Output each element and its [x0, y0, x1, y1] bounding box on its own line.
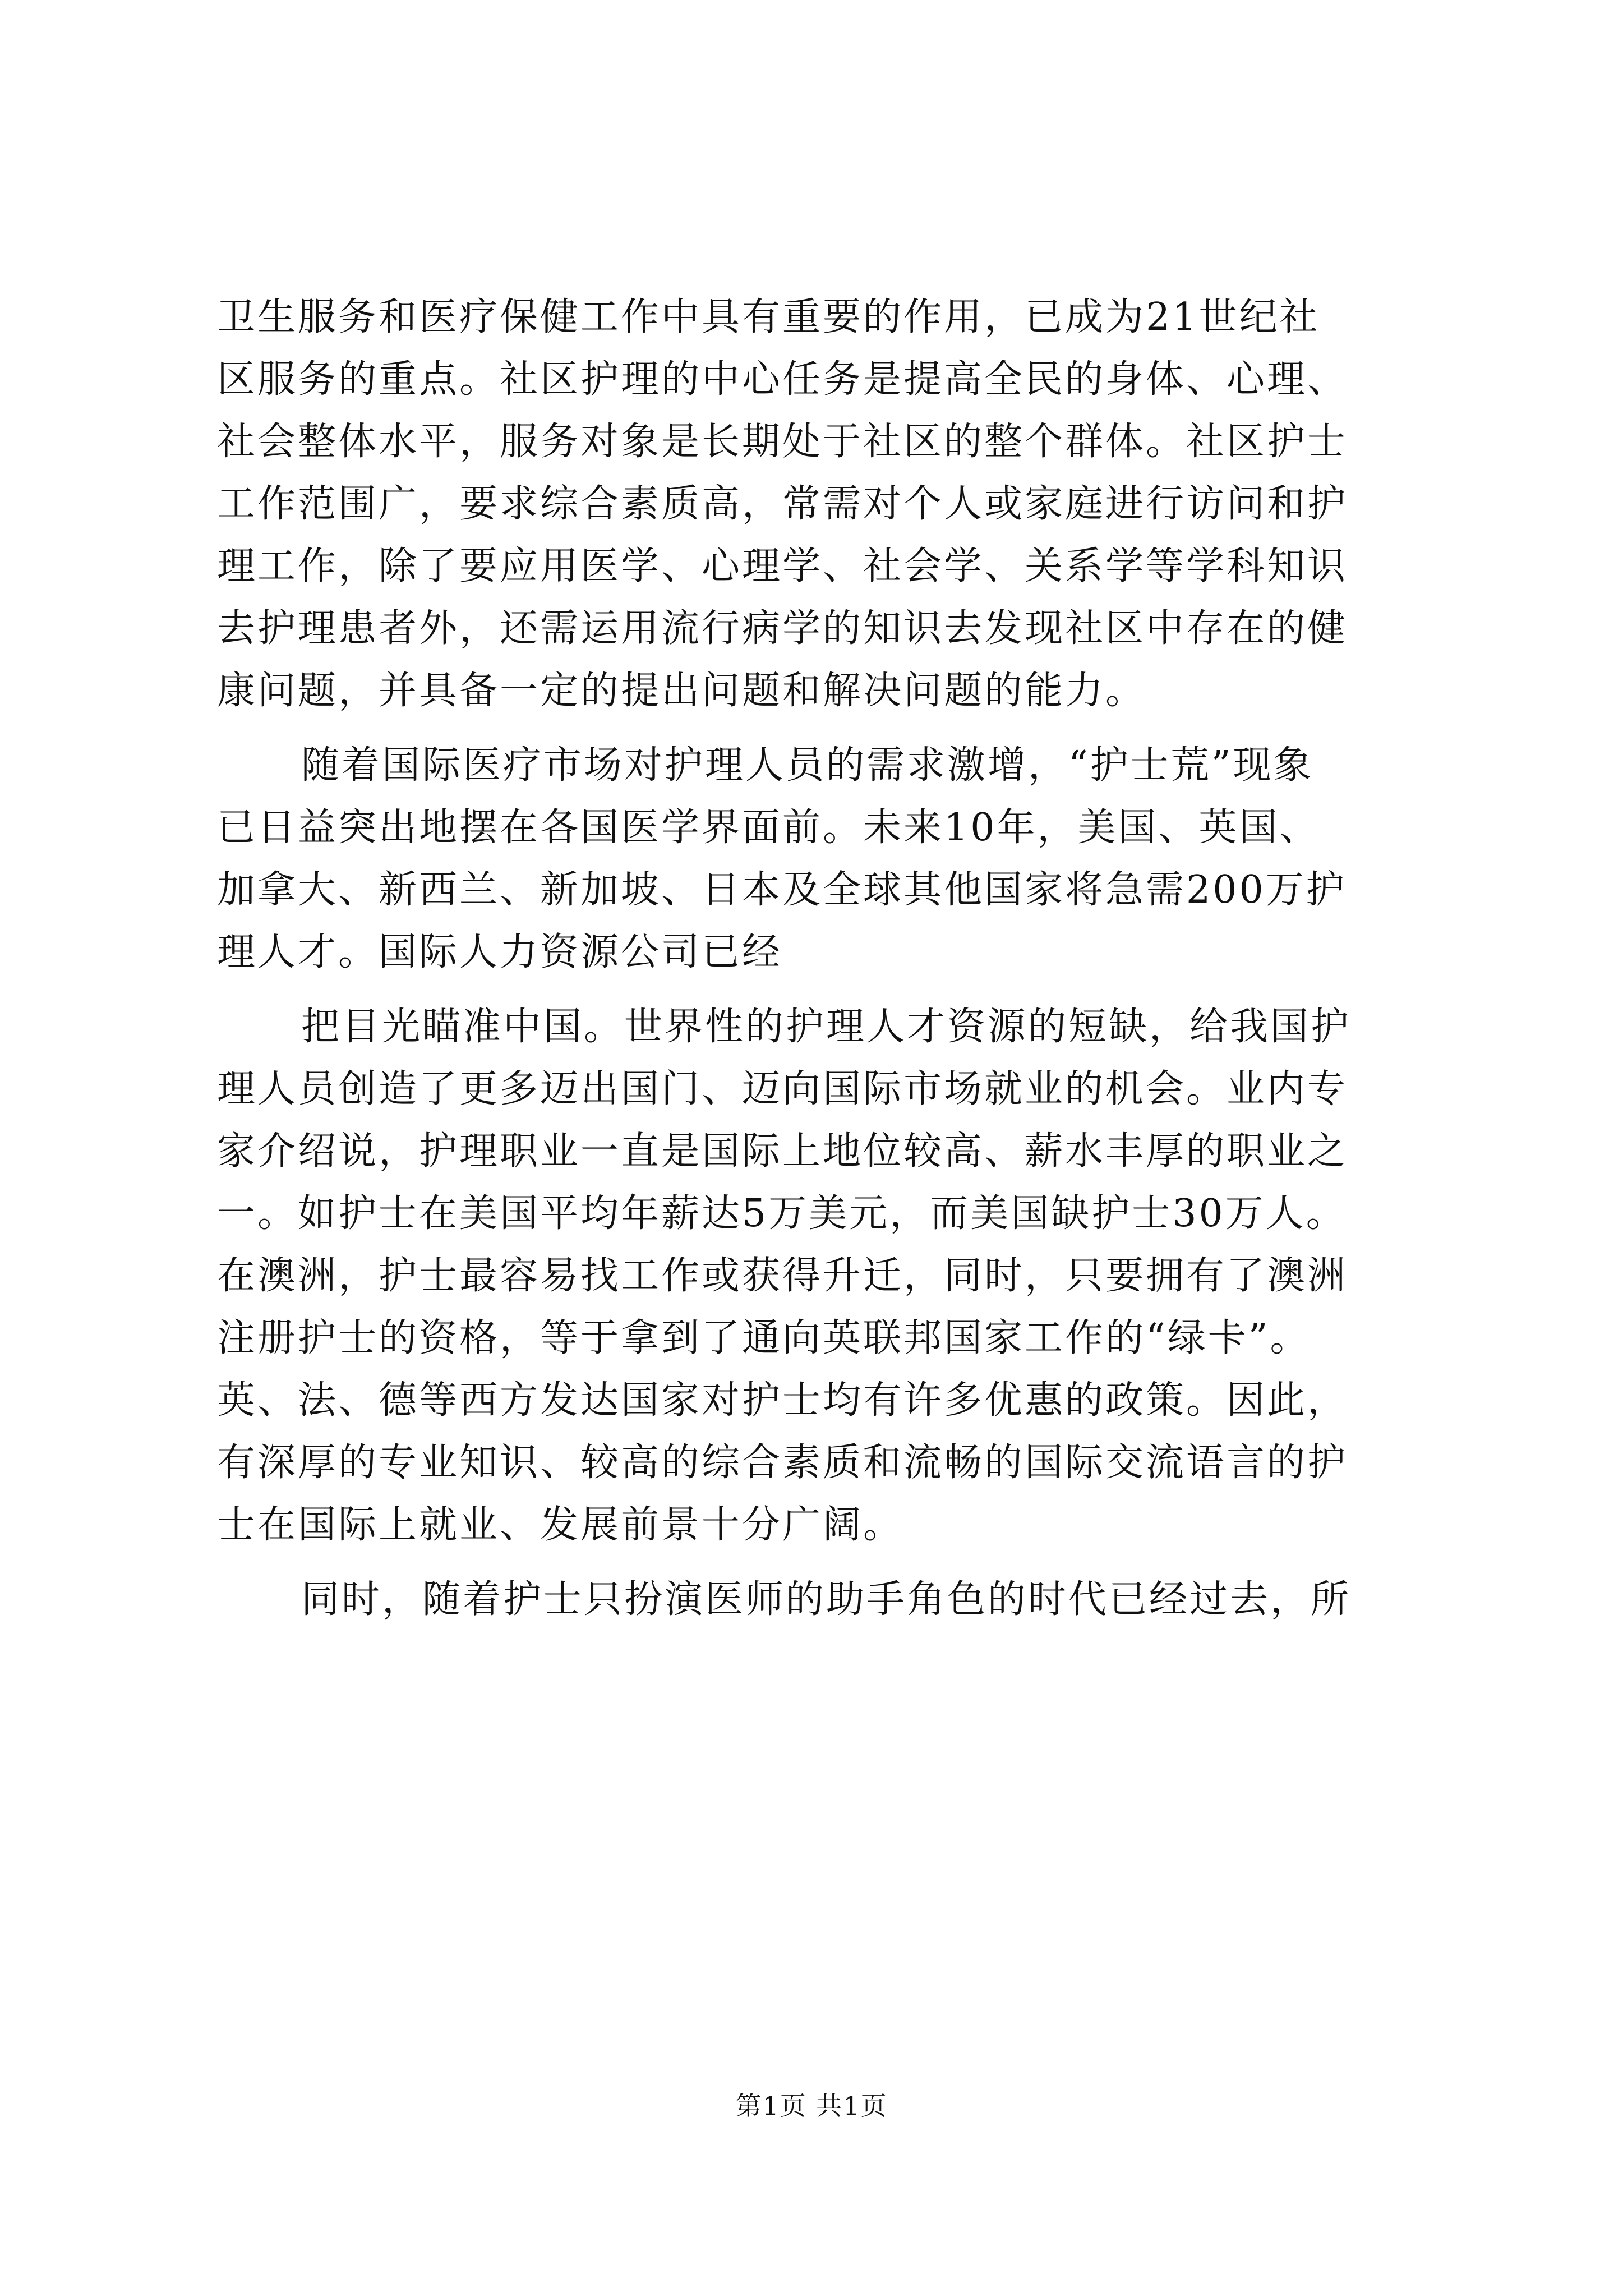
text-line: 注册护士的资格，等于拿到了通向英联邦国家工作的“绿卡”。	[217, 1316, 1311, 1360]
text-line: 已日益突出地摆在各国医学界面前。未来10年，美国、英国、	[217, 806, 1320, 850]
paragraph-gap	[217, 722, 1412, 734]
text-line: 士在国际上就业、发展前景十分广阔。	[217, 1503, 904, 1547]
text-line: 加拿大、新西兰、新加坡、日本及全球其他国家将急需200万护	[217, 868, 1347, 912]
document-body	[217, 286, 1412, 1631]
text-line: 随着国际医疗市场对护理人员的需求激增，“护士荒”现象	[301, 743, 1314, 788]
text-line: 把目光瞄准中国。世界性的护理人才资源的短缺，给我国护	[301, 1005, 1352, 1049]
text-line: 理人员创造了更多迈出国门、迈向国际市场就业的机会。业内专	[217, 1067, 1348, 1111]
text-line: 一。如护士在美国平均年薪达5万美元，而美国缺护士30万人。	[217, 1191, 1347, 1236]
text-line: 理工作，除了要应用医学、心理学、社会学、关系学等学科知识	[217, 544, 1348, 588]
paragraph-gap	[217, 1556, 1412, 1568]
text-line: 在澳洲，护士最容易找工作或获得升迁，同时，只要拥有了澳洲	[217, 1254, 1348, 1298]
text-line: 英、法、德等西方发达国家对护士均有许多优惠的政策。因此，	[217, 1378, 1348, 1423]
text-line: 康问题，并具备一定的提出问题和解决问题的能力。	[217, 669, 1146, 713]
text-line: 家介绍说，护理职业一直是国际上地位较高、薪水丰厚的职业之	[217, 1129, 1348, 1174]
text-line: 有深厚的专业知识、较高的综合素质和流畅的国际交流语言的护	[217, 1441, 1348, 1485]
text-line: 理人才。国际人力资源公司已经	[217, 930, 783, 974]
paragraph-gap	[217, 983, 1412, 996]
paragraph	[217, 286, 1412, 722]
text-line: 同时，随着护士只扮演医师的助手角色的时代已经过去，所	[301, 1577, 1352, 1622]
text-line: 社会整体水平，服务对象是长期处于社区的整个群体。社区护士	[217, 420, 1348, 464]
text-line: 去护理患者外，还需运用流行病学的知识去发现社区中存在的健	[217, 606, 1348, 651]
text-line: 工作范围广，要求综合素质高，常需对个人或家庭进行访问和护	[217, 482, 1348, 526]
text-line: 区服务的重点。社区护理的中心任务是提高全民的身体、心理、	[217, 357, 1348, 402]
text-line: 卫生服务和医疗保健工作中具有重要的作用，已成为21世纪社	[217, 295, 1320, 339]
paragraph	[217, 734, 1412, 983]
page-footer: 第1页 共1页	[735, 2091, 888, 2121]
paragraph	[217, 996, 1412, 1556]
paragraph	[217, 1568, 1412, 1631]
